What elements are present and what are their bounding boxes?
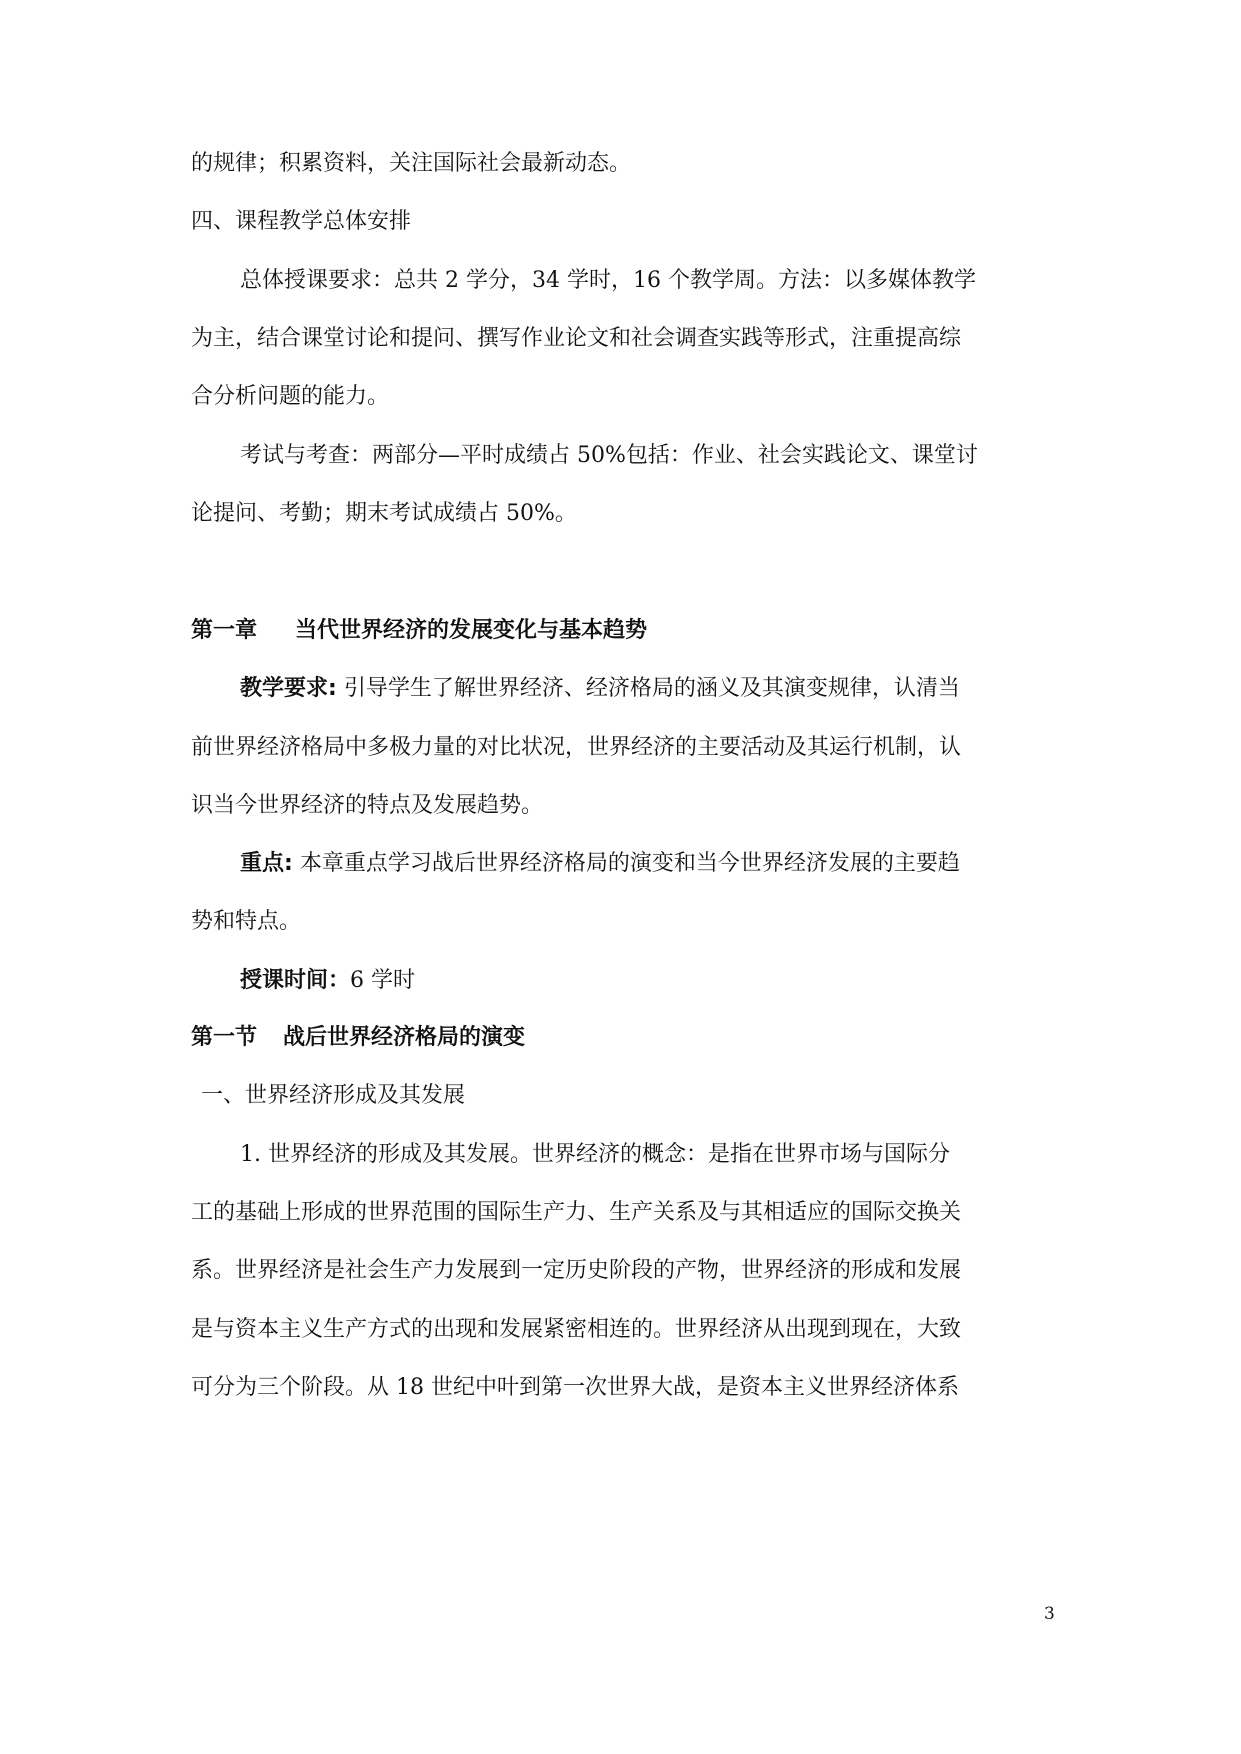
key-points-label: 重点: xyxy=(240,851,293,876)
subsection-heading: 一、世界经济形成及其发展 xyxy=(201,1083,466,1108)
lecture-time-label: 授课时间： xyxy=(240,968,351,993)
paragraph-line: 1. 世界经济的形成及其发展。世界经济的概念：是指在世界市场与国际分 xyxy=(240,1142,950,1167)
chapter-title: 当代世界经济的发展变化与基本趋势 xyxy=(295,618,648,643)
paragraph-line: 识当今世界经济的特点及发展趋势。 xyxy=(191,793,544,818)
page-number: 3 xyxy=(1044,1604,1055,1624)
chapter-number: 第一章 xyxy=(191,618,258,643)
section-title: 战后世界经济格局的演变 xyxy=(283,1025,526,1050)
lecture-time-value: 6 学时 xyxy=(350,968,416,993)
key-points-text: 本章重点学习战后世界经济格局的演变和当今世界经济发展的主要趋 xyxy=(299,851,960,876)
paragraph-line: 合分析问题的能力。 xyxy=(191,384,390,409)
paragraph-line: 是与资本主义生产方式的出现和发展紧密相连的。世界经济从出现到现在，大致 xyxy=(191,1317,962,1342)
section-heading-four: 四、课程教学总体安排 xyxy=(191,209,412,234)
paragraph-line: 可分为三个阶段。从 18 世纪中叶到第一次世界大战，是资本主义世界经济体系 xyxy=(191,1375,959,1400)
paragraph-line: 的规律；积累资料，关注国际社会最新动态。 xyxy=(191,151,632,176)
lecture-time-line xyxy=(240,966,415,996)
paragraph-line: 论提问、考勤；期末考试成绩占 50%。 xyxy=(191,501,577,526)
teaching-requirements-text: 引导学生了解世界经济、经济格局的涵义及其演变规律，认清当 xyxy=(343,676,960,701)
paragraph-line: 前世界经济格局中多极力量的对比状况，世界经济的主要活动及其运行机制，认 xyxy=(191,735,962,760)
paragraph-line: 工的基础上形成的世界范围的国际生产力、生产关系及与其相适应的国际交换关 xyxy=(191,1200,962,1225)
paragraph-line: 总体授课要求：总共 2 学分，34 学时，16 个教学周。方法：以多媒体教学 xyxy=(240,268,976,293)
paragraph-line: 势和特点。 xyxy=(191,909,302,934)
section-heading xyxy=(191,1023,525,1053)
paragraph-line: 考试与考查：两部分—平时成绩占 50%包括：作业、社会实践论文、课堂讨 xyxy=(240,443,978,468)
section-number: 第一节 xyxy=(191,1025,258,1050)
teaching-requirements-label: 教学要求: xyxy=(240,676,337,701)
key-points-line xyxy=(240,849,960,879)
paragraph-line: 系。世界经济是社会生产力发展到一定历史阶段的产物，世界经济的形成和发展 xyxy=(191,1258,962,1283)
teaching-requirements-line xyxy=(240,674,960,704)
chapter-heading xyxy=(191,616,647,646)
paragraph-line: 为主，结合课堂讨论和提问、撰写作业论文和社会调查实践等形式，注重提高综 xyxy=(191,326,962,351)
